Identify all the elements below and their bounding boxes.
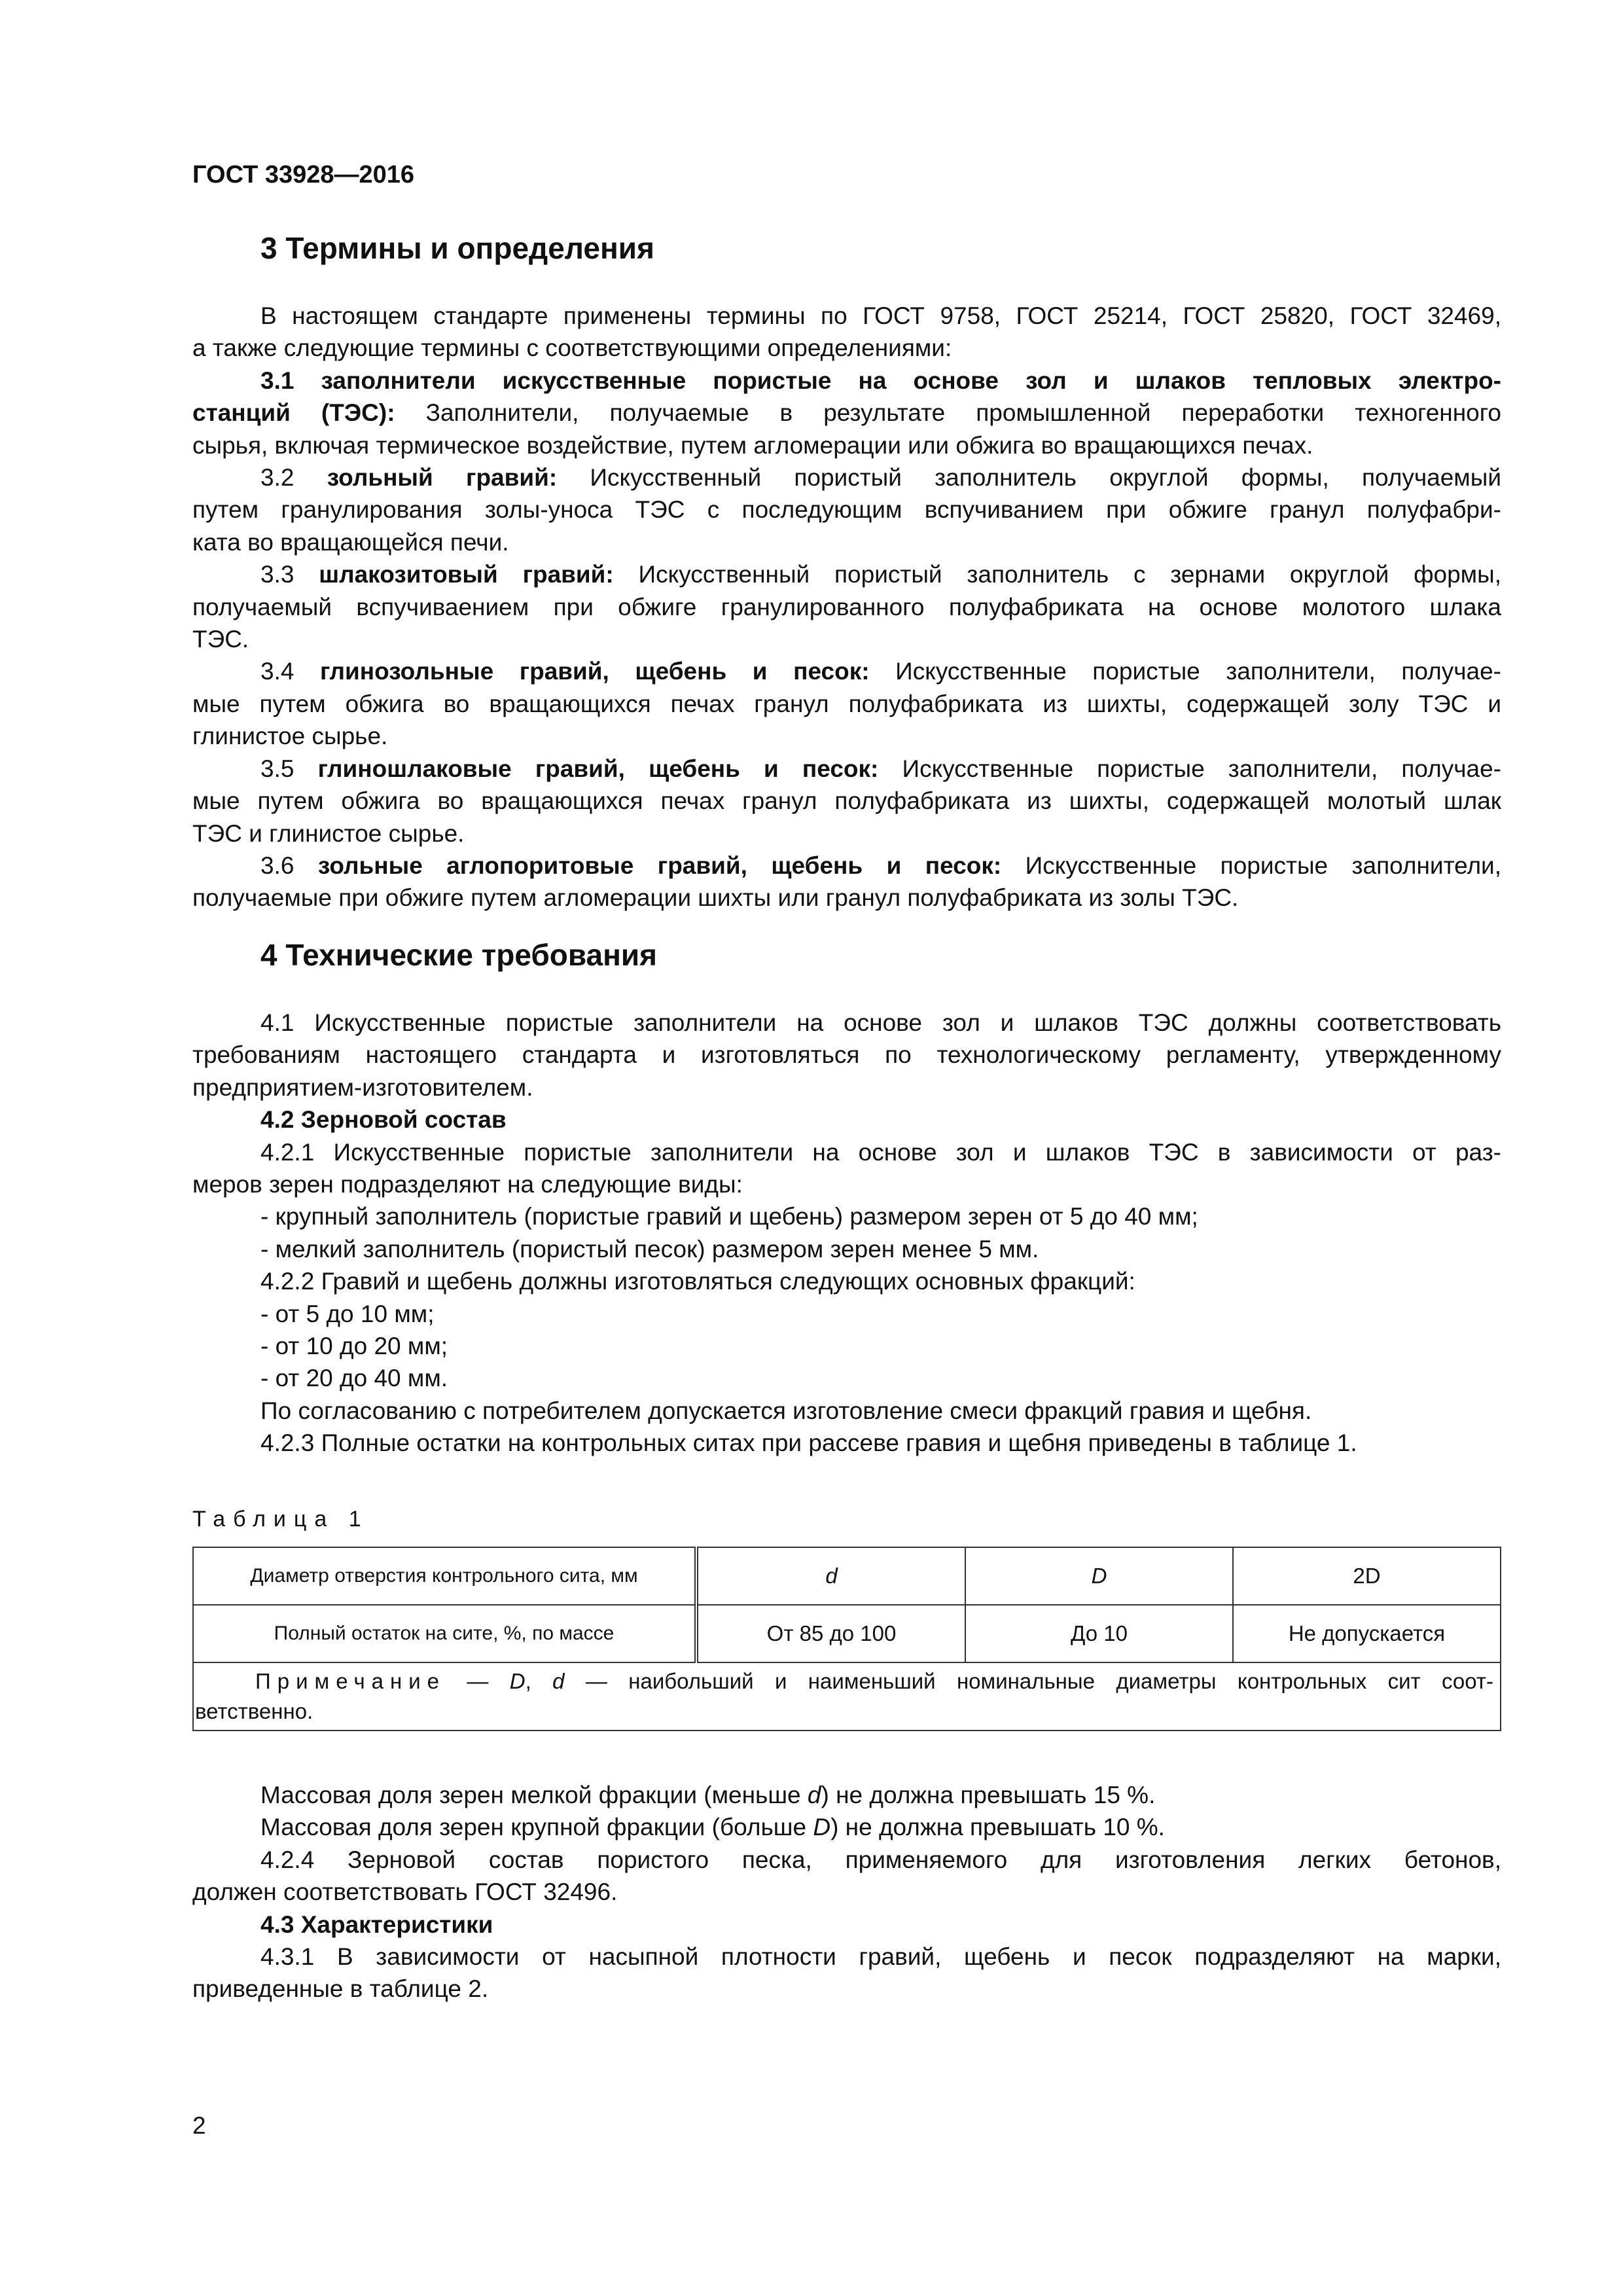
para-4-3-1-line: приведенные в таблице 2. bbox=[192, 1975, 489, 2003]
note-text: — наибольший и наименьший номинальные диаметры контрольных сит соот- bbox=[564, 1669, 1493, 1693]
text: ) не должна превышать 15 %. bbox=[821, 1782, 1156, 1808]
term-3-6-line: получаемые при обжиге путем агломерации шихты или гранул полуфабриката из золы ТЭС. bbox=[192, 884, 1239, 912]
table-cell: До 10 bbox=[965, 1605, 1233, 1662]
note-var-d: d bbox=[552, 1669, 565, 1693]
section-4-body bbox=[192, 1007, 1501, 1460]
list-item: - крупный заполнитель (пористые гравий и щебень) размером зерен от 5 до 40 мм; bbox=[260, 1203, 1198, 1230]
table-cell-label: Диаметр отверстия контрольного сита, мм bbox=[193, 1547, 696, 1605]
term-number: 3.5 bbox=[260, 755, 318, 782]
section-4-title: 4 Технические требования bbox=[260, 938, 657, 972]
text: ) не должна превышать 10 %. bbox=[830, 1814, 1165, 1841]
term-3-2-line: путем гранулирования золы-уноса ТЭС с последующим вспучиванием при обжиге гранул полуфабри- bbox=[192, 496, 1501, 524]
list-item: - от 10 до 20 мм; bbox=[260, 1333, 448, 1360]
term-number: 3.3 bbox=[260, 561, 319, 588]
para-4-2-4-line: должен соответствовать ГОСТ 32496. bbox=[192, 1878, 618, 1906]
term-3-1-line bbox=[192, 397, 1501, 429]
term-3-2-text: Искусственный пористый заполнитель округлой формы, получаемый bbox=[557, 464, 1501, 492]
term-3-6-text: Искусственные пористые заполнители, bbox=[1001, 852, 1502, 879]
table-note bbox=[193, 1662, 1501, 1731]
para-4-2-3: 4.2.3 Полные остатки на контрольных ситах при рассеве гравия и щебня приведены в таблице 1. bbox=[260, 1429, 1357, 1457]
term-3-3-head: шлакозитовый гравий: bbox=[319, 561, 614, 588]
table-cell-label: Полный остаток на сите, %, по массе bbox=[193, 1605, 696, 1662]
mass-fraction-line bbox=[192, 1779, 1501, 1811]
subsection-4-2-title: 4.2 Зерновой состав bbox=[260, 1106, 507, 1134]
term-3-2-line: ката во вращающейся печи. bbox=[192, 528, 509, 556]
subsection-4-3-title: 4.3 Характеристики bbox=[260, 1910, 493, 1938]
page-number: 2 bbox=[192, 2112, 206, 2139]
term-3-1-line: сырья, включая термическое воздействие, путем агломерации или обжига во вращающихся печах. bbox=[192, 431, 1313, 459]
para-4-1-line: 4.1 Искусственные пористые заполнители на основе зол и шлаков ТЭС должны соответствовать bbox=[260, 1009, 1501, 1036]
list-item: - от 20 до 40 мм. bbox=[260, 1365, 448, 1392]
text: Массовая доля зерен мелкой фракции (меньше bbox=[260, 1782, 808, 1808]
term-3-4-line: мые путем обжига во вращающихся печах гранул полуфабриката из шихты, содержащей золу ТЭС и bbox=[192, 690, 1501, 717]
term-3-4-line: глинистое сырье. bbox=[192, 723, 388, 750]
term-3-3-line: ТЭС. bbox=[192, 626, 249, 653]
term-3-2-head: зольный гравий: bbox=[327, 464, 558, 492]
table-row bbox=[193, 1547, 1501, 1605]
term-number: 3.4 bbox=[260, 658, 321, 685]
document-code-header: ГОСТ 33928—2016 bbox=[192, 161, 415, 188]
note-dash: — bbox=[446, 1669, 510, 1693]
mass-fraction-line bbox=[192, 1811, 1501, 1843]
term-3-1-head: 3.1 заполнители искусственные пористые на основе зол и шлаков тепловых электро- bbox=[260, 367, 1501, 394]
list-item: - от 5 до 10 мм; bbox=[260, 1300, 435, 1327]
term-number: 3.2 bbox=[260, 464, 327, 492]
para-4-1-line: требованиям настоящего стандарта и изготовляться по технологическому регламенту, утвержденному bbox=[192, 1041, 1501, 1069]
table-cell: D bbox=[965, 1547, 1233, 1605]
para-4-3-1-line: 4.3.1 В зависимости от насыпной плотности гравий, щебень и песок подразделяют на марки, bbox=[260, 1943, 1501, 1971]
term-3-1-head-end: станций (ТЭС): bbox=[192, 399, 395, 427]
term-3-3-line bbox=[192, 558, 1501, 590]
table-note-row bbox=[193, 1662, 1501, 1731]
para-4-2-4-line: 4.2.4 Зерновой состав пористого песка, применяемого для изготовления легких бетонов, bbox=[260, 1846, 1501, 1873]
section-4-body-continued bbox=[192, 1779, 1501, 2005]
note-label: Примечание bbox=[255, 1669, 446, 1693]
section-3-body bbox=[192, 300, 1501, 914]
table-note-line: ветственно. bbox=[195, 1699, 313, 1723]
section-3-title: 3 Термины и определения bbox=[260, 231, 654, 265]
term-3-5-line: мые путем обжига во вращающихся печах гранул полуфабриката из шихты, содержащей молотый шлак bbox=[192, 787, 1501, 815]
term-3-5-line: ТЭС и глинистое сырье. bbox=[192, 819, 465, 847]
term-3-4-line bbox=[192, 655, 1501, 687]
term-3-3-text: Искусственный пористый заполнитель с зернами округлой формы, bbox=[613, 561, 1501, 588]
term-3-1-line bbox=[192, 365, 1501, 397]
text: Массовая доля зерен крупной фракции (больше bbox=[260, 1814, 813, 1841]
note-comma: , bbox=[525, 1669, 553, 1693]
table-1 bbox=[192, 1547, 1501, 1731]
table-cell-value: 2D bbox=[1353, 1564, 1381, 1588]
para-4-2-2: 4.2.2 Гравий и щебень должны изготовляться следующих основных фракций: bbox=[260, 1268, 1135, 1295]
table-row bbox=[193, 1605, 1501, 1662]
term-3-5-line bbox=[192, 753, 1501, 785]
term-3-4-head: глинозольные гравий, щебень и песок: bbox=[320, 658, 870, 685]
intro-line: а также следующие термины с соответствующими определениями: bbox=[192, 334, 952, 362]
term-3-6-head: зольные аглопоритовые гравий, щебень и песок: bbox=[317, 852, 1002, 879]
table-cell: Не допускается bbox=[1233, 1605, 1501, 1662]
table-cell bbox=[1233, 1547, 1501, 1605]
term-3-4-text: Искусственные пористые заполнители, получае- bbox=[869, 658, 1501, 685]
note-var-D: D bbox=[509, 1669, 526, 1693]
var-d: d bbox=[807, 1782, 821, 1808]
term-3-2-line bbox=[192, 461, 1501, 493]
table-cell: d bbox=[696, 1547, 965, 1605]
para-4-2-1-line: 4.2.1 Искусственные пористые заполнители на основе зол и шлаков ТЭС в зависимости от раз- bbox=[260, 1138, 1501, 1166]
intro-line: В настоящем стандарте применены термины по ГОСТ 9758, ГОСТ 25214, ГОСТ 25820, ГОСТ 32469, bbox=[260, 302, 1501, 329]
var-D: D bbox=[813, 1814, 831, 1841]
para-4-2-1-line: меров зерен подразделяют на следующие виды: bbox=[192, 1171, 743, 1198]
table-1-caption: Таблица 1 bbox=[192, 1507, 369, 1532]
table-cell: От 85 до 100 bbox=[696, 1605, 965, 1662]
para-4-1-line: предприятием-изготовителем. bbox=[192, 1073, 533, 1101]
term-3-5-head: глиношлаковые гравий, щебень и песок: bbox=[317, 755, 879, 782]
term-3-1-text: Заполнители, получаемые в результате промышленной переработки техногенного bbox=[395, 399, 1502, 427]
mix-note: По согласованию с потребителем допускается изготовление смеси фракций гравия и щебня. bbox=[260, 1397, 1312, 1424]
table-note-line bbox=[194, 1666, 1493, 1696]
list-item: - мелкий заполнитель (пористый песок) размером зерен менее 5 мм. bbox=[260, 1235, 1039, 1263]
term-3-3-line: получаемый вспучиваением при обжиге гранулированного полуфабриката на основе молотого шлака bbox=[192, 593, 1501, 620]
term-3-6-line bbox=[192, 850, 1501, 882]
term-number: 3.6 bbox=[260, 852, 318, 879]
term-3-5-text: Искусственные пористые заполнители, получае- bbox=[878, 755, 1501, 782]
